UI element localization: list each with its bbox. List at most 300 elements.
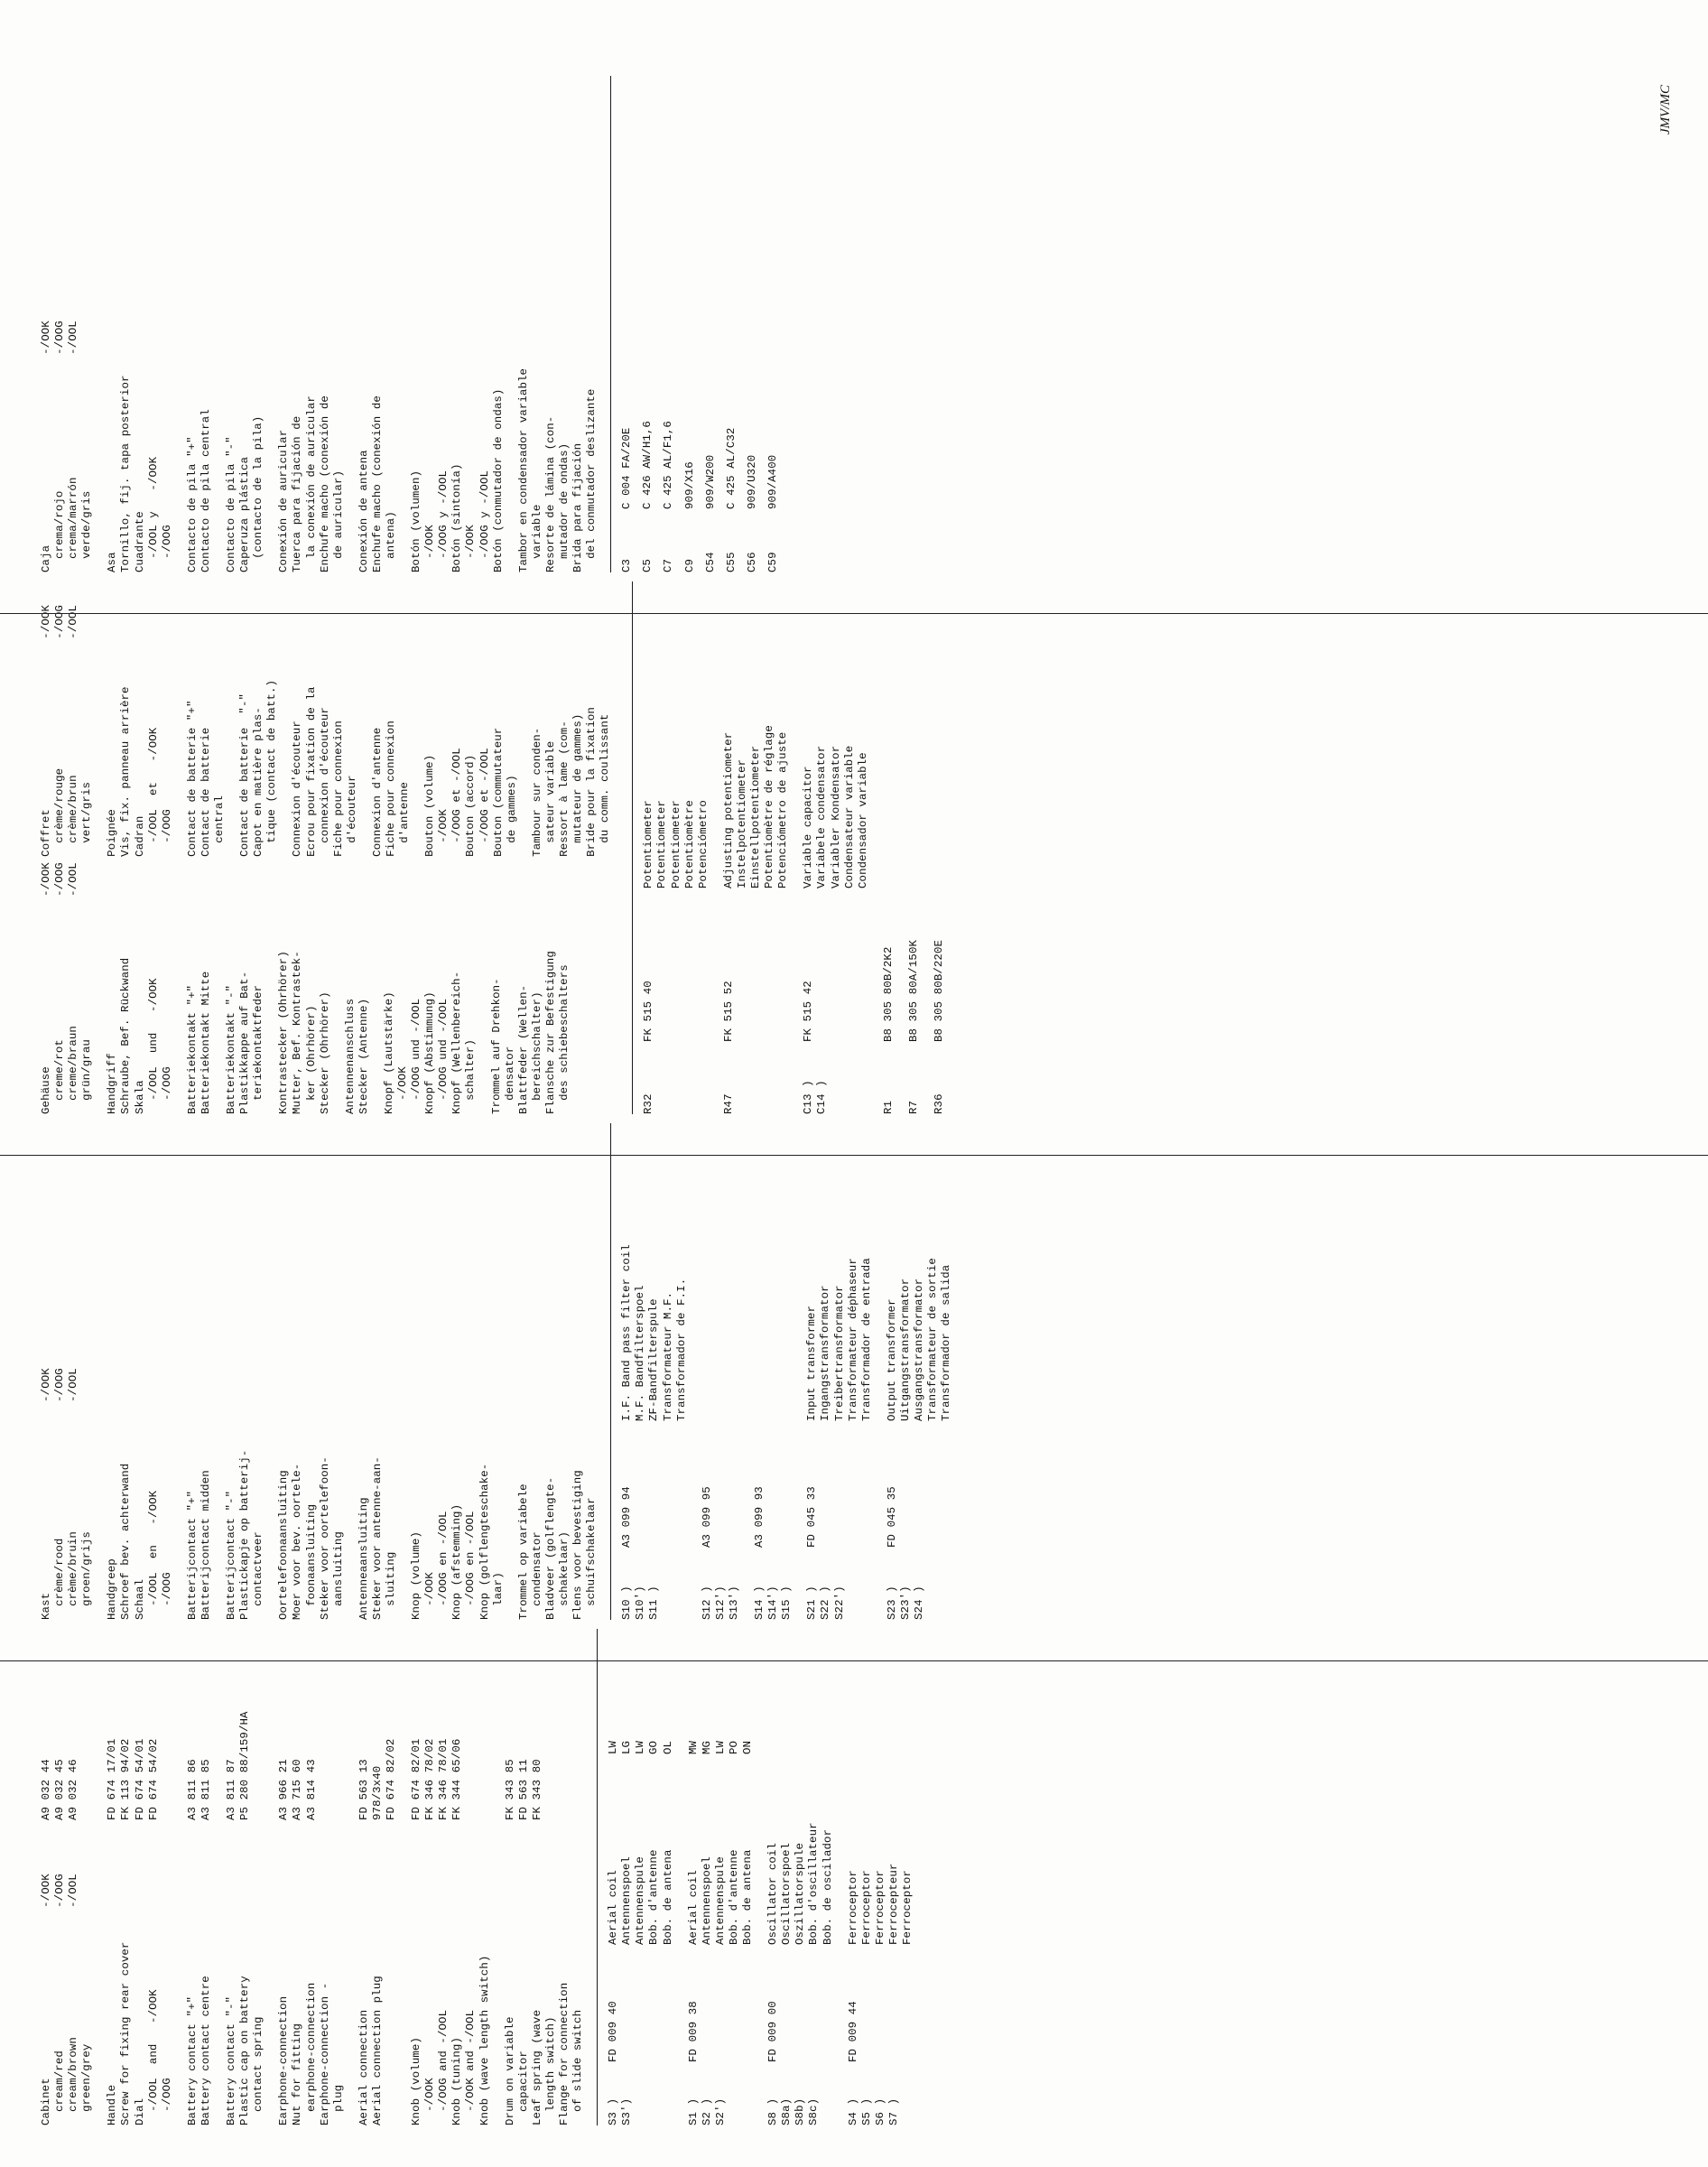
part-group: [410, 1629, 492, 2125]
part-group: [106, 857, 173, 1114]
column-dutch: [40, 1114, 1690, 1620]
part-description: schakelaar): [558, 1531, 571, 1620]
column-german-french: [40, 572, 1690, 1114]
component-group: [722, 581, 790, 1114]
column-spanish: [40, 67, 1690, 572]
component-ref: S10 ): [620, 1586, 634, 1620]
part-group: [517, 1123, 599, 1620]
part-number-block: [504, 1759, 586, 1828]
part-description: Batterijcontact "-": [225, 1490, 238, 1620]
part-group: [225, 857, 265, 1114]
part-description: -/OOG y -/OOL: [478, 470, 491, 572]
part-number-block: [725, 428, 738, 509]
part-number-block: [642, 888, 710, 1042]
part-number: FD 009 40: [607, 2001, 620, 2062]
part-description: Asa: [106, 552, 119, 572]
part-number: 909/U320: [745, 454, 758, 509]
part-description: Knopf (Wellenbereich-: [450, 971, 464, 1114]
component-ref: C14 ): [815, 1080, 829, 1114]
part-description: plug: [331, 2084, 345, 2125]
part-description: Contacto de pila "-": [225, 436, 238, 572]
part-description: -/OOL et -/OOK: [146, 727, 160, 857]
part-number: FD 674 17/01: [106, 1738, 119, 1820]
part-number-block: [662, 421, 675, 509]
part-description: Potenciómetro de ajuste: [776, 731, 790, 888]
part-description: Mutter, Bef. Kontrastek-: [291, 951, 304, 1114]
part-description-block: [238, 581, 279, 857]
part-description-block: [802, 746, 869, 888]
part-description: Botón (conmutador de ondas): [491, 388, 505, 572]
part-group: [225, 1123, 265, 1620]
part-number: FD 674 54/02: [146, 1738, 160, 1820]
part-number-block: [704, 455, 718, 509]
part-group: [277, 1123, 345, 1620]
part-description: Antennenspoel MG: [700, 1740, 713, 1945]
part-description: ker (Ohrhörer): [304, 1005, 318, 1114]
language-columns: [40, 27, 1690, 2125]
part-description: groen/grijs: [80, 1531, 94, 1620]
part-number: FD 009 44: [846, 2001, 859, 2062]
part-number: FD 045 35: [885, 1486, 898, 1548]
part-description: crème/bruin -/OOL: [67, 1368, 80, 1620]
part-description-block: [383, 857, 478, 1114]
part-description-block: [225, 1828, 265, 2125]
part-number: A9 032 44: [40, 1759, 52, 1820]
part-group: [40, 1123, 94, 1620]
part-description: Trommel auf Drehkon-: [489, 978, 503, 1114]
coil-group: [620, 1123, 688, 1620]
part-description-block: [517, 1123, 599, 1620]
component-ref: S15 ): [780, 1586, 794, 1620]
part-number: FK 515 40: [642, 981, 655, 1042]
part-number: A3 966 21: [277, 1759, 291, 1820]
part-description: Fiche pour connexion: [384, 721, 397, 857]
part-description: Battery contact "-": [225, 1995, 238, 2125]
part-description: sluiting: [384, 1551, 397, 1620]
part-description: Bob. de antena ON: [741, 1740, 755, 1945]
part-number: 909/A400: [766, 454, 779, 509]
part-description: Antenneaansluiting: [357, 1497, 370, 1620]
component-group: [725, 76, 738, 572]
part-description: green/grey: [80, 2043, 94, 2125]
part-description: -/OOG et -/OOL: [478, 748, 491, 857]
part-description: contactveer: [252, 1531, 265, 1620]
part-description-block: [40, 1828, 94, 2125]
part-description: Bride pour la fixation: [585, 707, 599, 857]
part-group: [40, 76, 94, 572]
part-description: Variable capacitor: [802, 766, 815, 888]
part-description: Tornillo, fij. tapa posterior: [119, 375, 133, 572]
part-description: Connexion d'antenne: [370, 727, 384, 857]
part-description: Aerial coil LW: [607, 1740, 620, 1945]
component-ref: S10'): [634, 1586, 647, 1620]
part-description-block: [357, 76, 398, 572]
part-description: contact spring: [252, 2016, 265, 2125]
part-description: capacitor: [516, 2051, 530, 2125]
part-number-block: [641, 421, 654, 509]
part-description: Contact de batterie "-": [238, 693, 252, 857]
component-ref: S24 ): [912, 1586, 925, 1620]
part-description-block: [40, 857, 94, 1114]
part-description: crema/rojo -/OOG: [53, 321, 67, 572]
component-refs: [642, 1042, 710, 1114]
part-number: A3 811 85: [199, 1759, 212, 1820]
part-group: [410, 76, 506, 572]
part-number-block: [847, 1945, 914, 2062]
part-description: grün/grau: [80, 1039, 94, 1114]
part-number: A3 811 87: [225, 1759, 238, 1820]
part-description: -/OOG: [160, 2078, 173, 2125]
part-description-block: [106, 581, 173, 857]
component-ref: S13'): [727, 1586, 740, 1620]
part-number-block: [802, 888, 869, 1042]
part-group: [40, 581, 94, 857]
part-description: Drum on variable: [503, 2016, 516, 2125]
part-description: Plastickapje op batterij-: [238, 1449, 252, 1620]
part-description: Handgriff: [106, 1053, 119, 1114]
part-description-block: [186, 1828, 213, 2125]
part-description-block: [277, 857, 331, 1114]
part-description: Batteriekontakt "-": [225, 984, 238, 1114]
part-group: [504, 1629, 586, 2125]
part-description: -/OOG: [160, 1572, 173, 1620]
part-number: FK 515 52: [721, 981, 735, 1042]
part-number: 909/X16: [682, 461, 696, 509]
part-description: aansluiting: [331, 1531, 345, 1620]
part-description-block: [186, 857, 213, 1114]
part-description-block: [722, 725, 790, 888]
part-description: Transformateur de sortie: [926, 1258, 940, 1421]
part-number: FD 045 33: [805, 1486, 819, 1548]
component-refs: [687, 2062, 755, 2125]
coil-group: [607, 1629, 674, 2125]
component-refs: [933, 1042, 946, 1114]
component-ref: R32: [642, 1093, 655, 1114]
component-group: [882, 581, 896, 1114]
part-group: [357, 1629, 398, 2125]
part-description: verde/gris: [80, 490, 94, 572]
part-number-block: [766, 1945, 834, 2062]
part-number: 978/3x40: [370, 1765, 384, 1820]
part-group: [277, 857, 331, 1114]
part-description: Moer voor bev. oortele-: [291, 1463, 304, 1620]
part-group: [277, 1629, 345, 2125]
part-group: [531, 581, 613, 857]
part-group: [344, 857, 371, 1114]
part-number: FK 344 65/06: [450, 1738, 464, 1820]
part-description: Screw for fixing rear cover: [119, 1941, 133, 2125]
part-number: FD 009 38: [686, 2001, 700, 2062]
component-refs: [725, 509, 738, 572]
part-number: FK 343 85: [503, 1759, 516, 1820]
part-group: [186, 1629, 213, 2125]
component-group: [662, 76, 675, 572]
component-ref: S12 ): [700, 1586, 713, 1620]
component-group: [802, 581, 869, 1114]
part-description: Plastic cap on battery: [238, 1976, 252, 2125]
part-description: central: [213, 795, 227, 857]
part-group: [106, 76, 173, 572]
part-number-block: [620, 428, 634, 509]
component-ref: S4 ): [846, 2097, 859, 2125]
part-description: Schroef bev. achterwand: [119, 1463, 133, 1620]
part-description: Potentiometer: [642, 800, 655, 888]
part-group: [423, 581, 519, 857]
part-description: Knob (volume): [410, 2037, 423, 2125]
part-number: FK 343 80: [530, 1759, 543, 1820]
part-description: -/OOG: [160, 809, 173, 857]
part-description: Adjusting potentiometer: [721, 731, 735, 888]
part-number: FD 674 82/01: [410, 1738, 423, 1820]
part-description: Transformador de F.I.: [674, 1278, 688, 1421]
coil-group: [847, 1629, 914, 2125]
part-number-block: [907, 888, 921, 1042]
part-description-block: [344, 857, 371, 1114]
part-description: creme/braun -/OOL: [67, 862, 80, 1114]
part-description: Ferroceptor: [859, 1870, 873, 1945]
component-ref: C56: [745, 552, 758, 572]
part-description: -/OOK: [423, 525, 437, 572]
part-description: Output transformer: [885, 1298, 898, 1421]
french-component-section: [642, 581, 946, 1114]
component-ref: S22'): [832, 1586, 846, 1620]
component-refs: [886, 1548, 953, 1620]
part-description: -/OOK: [423, 1572, 437, 1620]
part-description: schuifschakelaar: [585, 1497, 599, 1620]
part-description: Potentiometer: [655, 800, 669, 888]
part-description: crema/marrón -/OOL: [67, 321, 80, 572]
part-description: Bouton (volume): [423, 754, 437, 857]
part-description: Coffret -/OOK: [40, 605, 52, 857]
part-description: -/OOK: [423, 2078, 437, 2125]
part-description: Transformateur déphaseur: [846, 1258, 859, 1421]
part-description: Ausgangstransformator: [912, 1278, 925, 1421]
part-description: -/OOK and -/OOL: [464, 2009, 478, 2125]
component-group: [933, 581, 946, 1114]
part-description: Fiche pour connexion: [331, 721, 345, 857]
component-ref: S7 ): [886, 2097, 900, 2125]
part-description: Antennenanschluss: [343, 998, 357, 1114]
part-description: antena): [384, 511, 397, 572]
part-description: -/OOG: [160, 525, 173, 572]
part-description: Brida para fijación: [571, 442, 585, 572]
part-description: Contacto de pila "+": [185, 436, 199, 572]
part-group: [357, 1123, 398, 1620]
column-divider: [0, 1660, 1708, 1661]
part-number-block: [766, 455, 780, 509]
part-description: Potentiomètre de réglage: [763, 725, 776, 888]
part-description: Aerial coil MW: [686, 1740, 700, 1945]
part-description: -/OOK: [437, 809, 450, 857]
part-description: Antennenspoel LG: [620, 1740, 634, 1945]
part-description: -/OOG en -/OOL: [437, 1511, 450, 1620]
part-number: C 425 AL/C32: [724, 427, 738, 509]
part-description: Condensateur variable: [842, 745, 856, 888]
part-description-block: [277, 1123, 345, 1620]
part-description: Capot en matière plas-: [252, 707, 265, 857]
component-refs: [641, 509, 654, 572]
part-description: -/OOL en -/OOK: [146, 1490, 160, 1620]
component-ref: C3: [620, 558, 634, 572]
part-description: Transformateur M.F.: [661, 1291, 674, 1421]
part-description-block: [357, 1828, 398, 2125]
part-description: densator: [503, 1046, 516, 1114]
part-description: Ferroceptor: [846, 1870, 859, 1945]
part-description-block: [531, 581, 613, 857]
part-description: des schiebeschalters: [558, 964, 571, 1114]
part-description: Bladveer (golflengte-: [543, 1476, 557, 1620]
part-description-block: [847, 1864, 914, 1945]
part-description: Plastikkappe auf Bat-: [238, 971, 252, 1114]
part-description: Aerial connection plug: [370, 1976, 384, 2125]
part-description: -/OOL and -/OOK: [146, 1989, 160, 2125]
part-description: -/OOG: [160, 1066, 173, 1114]
french-upper-section: [40, 581, 624, 857]
part-description: Batteriekontakt Mitte: [199, 971, 212, 1114]
component-ref: S11 ): [647, 1586, 661, 1620]
part-number-block: [701, 1421, 741, 1548]
component-ref: S3'): [620, 2097, 634, 2125]
part-description: Treibertransformator: [832, 1285, 846, 1421]
part-description: Einstellpotentiometer: [749, 745, 763, 888]
part-description: Transformador de entrada: [859, 1258, 873, 1421]
part-number: FK 113 94/02: [119, 1738, 133, 1820]
part-description-block: [805, 1258, 873, 1421]
part-description: Conexión de antena: [357, 450, 370, 572]
part-description: Botón (sintonía): [450, 463, 464, 572]
part-description: -/OOG en -/OOL: [464, 1511, 478, 1620]
part-group: [357, 76, 398, 572]
coil-group: [766, 1629, 834, 2125]
component-ref: S21 ): [805, 1586, 819, 1620]
part-number: P5 280 88/159/HA: [238, 1711, 252, 1820]
part-number: FD 674 82/02: [384, 1738, 397, 1820]
part-number-block: [410, 1739, 492, 1828]
section-divider: [632, 581, 633, 1114]
part-description: crème/brun -/OOL: [67, 605, 80, 857]
component-ref: R47: [721, 1093, 735, 1114]
part-group: [40, 857, 94, 1114]
part-description: length switch): [543, 2016, 557, 2125]
part-description-block: [504, 1828, 586, 2125]
part-description: Batterijcontact midden: [199, 1470, 212, 1620]
part-description: Knob (tuning): [450, 2037, 464, 2125]
part-number: A3 811 86: [185, 1759, 199, 1820]
part-description: Conexión de auricular: [277, 429, 291, 572]
component-ref: S12'): [713, 1586, 727, 1620]
part-description-block: [423, 581, 519, 857]
part-description: Variabele condensator: [815, 745, 829, 888]
part-description: Caja -/OOK: [40, 321, 52, 572]
part-description-block: [40, 581, 94, 857]
part-group: [40, 1629, 94, 2125]
part-description: Bouton (accord): [464, 754, 478, 857]
part-description-block: [277, 1828, 345, 2125]
part-description: teriekontaktfeder: [252, 984, 265, 1114]
part-description: Skala: [133, 1080, 146, 1114]
part-description: Stecker (Ohrhörer): [318, 991, 331, 1114]
part-description: of slide switch: [571, 2009, 585, 2125]
part-number: FK 346 78/01: [437, 1738, 450, 1820]
part-description: Instelpotentiometer: [735, 758, 748, 888]
part-description: Bob. de antena OL: [661, 1740, 674, 1945]
part-description: cream/brown -/OOL: [67, 1874, 80, 2125]
part-description-block: [490, 857, 572, 1114]
coil-group: [701, 1123, 741, 1620]
component-ref: S5 ): [859, 2097, 873, 2125]
part-description: Ressort à lame (com-: [558, 721, 571, 857]
part-description: Ferrocepteur: [886, 1863, 900, 1945]
part-description: -/OOG and -/OOL: [437, 2009, 450, 2125]
part-description: foonaansluiting: [304, 1503, 318, 1620]
part-description: schalter): [464, 1039, 478, 1114]
part-description: Ferroceptor: [900, 1870, 914, 1945]
component-group: [620, 76, 634, 572]
part-description: connexion d'écouteur: [318, 707, 331, 857]
component-ref: S14 ): [753, 1586, 766, 1620]
part-description: Input transformer: [805, 1305, 819, 1421]
part-description: Potenciómetro: [696, 800, 710, 888]
part-description: -/OOG y -/OOL: [437, 470, 450, 572]
part-number-block: [277, 1759, 345, 1828]
part-description-block: [410, 1123, 506, 1620]
part-description: earphone-connection: [304, 1982, 318, 2125]
component-ref: S8a): [780, 2097, 794, 2125]
part-number: C 004 FA/20E: [620, 427, 634, 509]
part-description-block: [225, 857, 265, 1114]
signature: JMV/MC: [1658, 85, 1673, 135]
part-description: Oscillator coil: [766, 1842, 780, 1945]
part-description: la conexión de auricular: [304, 395, 318, 572]
component-refs: [722, 1042, 790, 1114]
part-description: Handle: [106, 2084, 119, 2125]
part-number: A3 099 95: [700, 1486, 713, 1548]
part-group: [106, 581, 173, 857]
part-description: Flens voor bevestiging: [571, 1470, 585, 1620]
part-description: -/OOG et -/OOL: [450, 748, 464, 857]
part-number: FD 563 11: [516, 1759, 530, 1820]
part-description: Dial: [133, 2097, 146, 2125]
component-ref: S8b): [794, 2097, 807, 2125]
part-description-block: [517, 76, 599, 572]
part-description: Resorte de lámina (con-: [543, 415, 557, 572]
component-refs: [766, 2062, 834, 2125]
spanish-upper-section: [40, 76, 599, 572]
part-description: Bob. d'antenne PO: [727, 1740, 740, 1945]
part-group: [225, 1629, 265, 2125]
part-description: Condensador variable: [856, 752, 869, 888]
part-description: Batterijcontact "+": [185, 1490, 199, 1620]
part-number: A3 814 43: [304, 1759, 318, 1820]
part-description: M.F. Bandfilterspoel: [634, 1285, 647, 1421]
part-description: -/OOK: [464, 525, 478, 572]
coil-group: [753, 1123, 794, 1620]
part-description-block: [106, 1828, 173, 2125]
part-description-block: [106, 76, 173, 572]
part-description: Knopf (Abstimmung): [423, 991, 437, 1114]
part-number-block: [882, 888, 896, 1042]
part-description: -/OOG und -/OOL: [410, 998, 423, 1114]
part-description-block: [687, 1741, 755, 1945]
part-description: Bob. d'antenne GO: [647, 1740, 661, 1945]
part-description: Flansche zur Befestigung: [543, 951, 557, 1114]
part-description: Kast -/OOK: [40, 1368, 52, 1620]
part-number-block: [805, 1421, 873, 1548]
section-divider: [610, 1123, 611, 1620]
part-group: [186, 76, 213, 572]
part-description: -/OOL und -/OOK: [146, 978, 160, 1114]
part-description: Aerial connection: [357, 2009, 370, 2125]
